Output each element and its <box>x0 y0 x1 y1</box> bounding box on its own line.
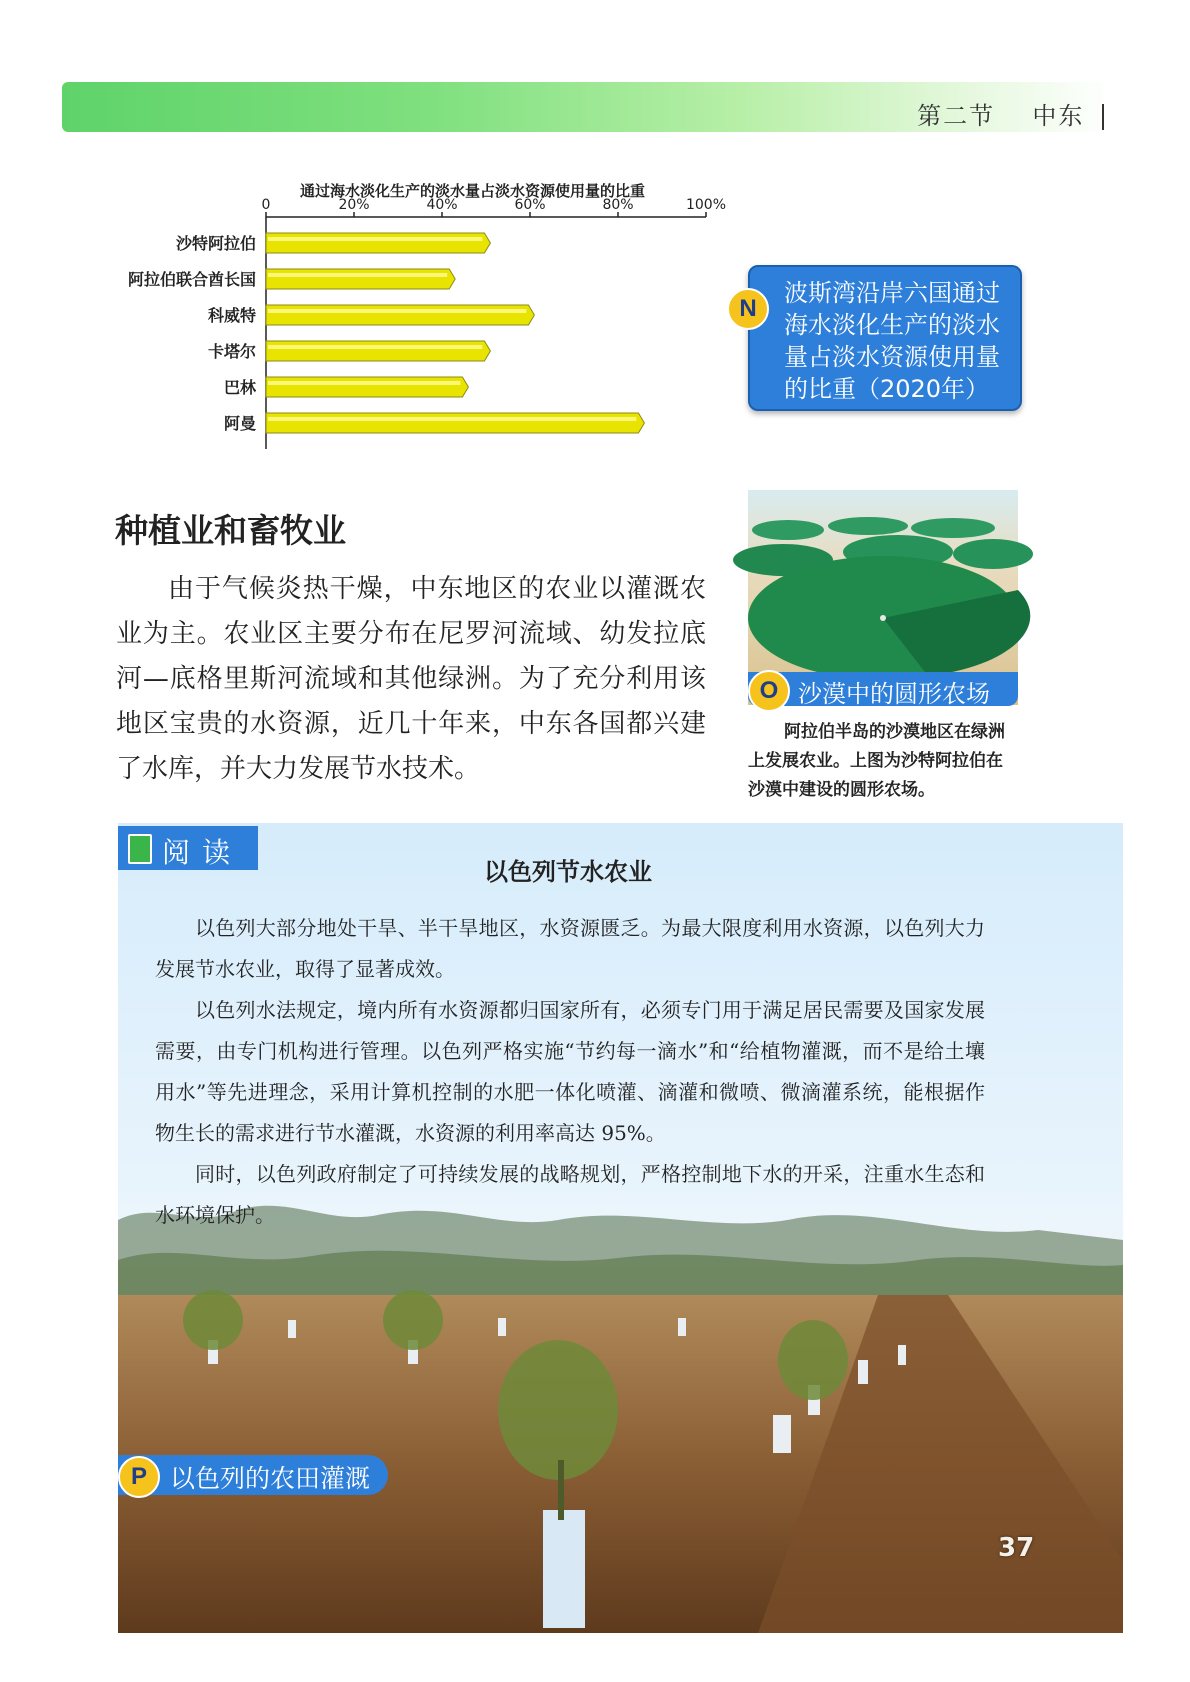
figure-o-badge: O <box>748 670 790 712</box>
figure-n-badge: N <box>727 288 769 330</box>
category-label: 科威特 <box>207 306 256 325</box>
bar-highlight <box>268 273 447 277</box>
section-body: 由于气候炎热干燥，中东地区的农业以灌溉农业为主。农业区主要分布在尼罗河流域、幼发拉底河—底格里斯河流域和其他绿洲。为了充分利用该地区宝贵的水资源，近几十年来，中东各国都兴建了水库，并大力发展节水技术。 <box>116 574 706 784</box>
page-number: 37 <box>998 1533 1035 1563</box>
desalination-bar-chart <box>100 195 727 450</box>
bar-highlight <box>268 309 526 313</box>
x-tick-label: 20% <box>338 197 370 213</box>
reading-paragraph: 同时，以色列政府制定了可持续发展的战略规划，严格控制地下水的开采，注重水生态和水环境保护。 <box>155 1162 985 1227</box>
bar-highlight <box>268 381 460 385</box>
figure-p-badge: P <box>118 1456 160 1498</box>
x-tick-label: 0 <box>261 197 271 213</box>
bar <box>266 269 455 289</box>
bar-highlight <box>268 345 482 349</box>
x-tick-label: 60% <box>514 197 546 213</box>
x-tick-label: 80% <box>602 197 634 213</box>
reading-tab-label: 阅读 <box>162 836 243 869</box>
bar <box>266 341 490 361</box>
reading-paragraph: 以色列大部分地处干旱、半干旱地区，水资源匮乏。为最大限度利用水资源，以色列大力发展节水农业，取得了显著成效。 <box>155 916 985 981</box>
category-label: 阿曼 <box>223 414 256 433</box>
category-label: 巴林 <box>223 378 256 397</box>
header-divider <box>1102 104 1104 130</box>
bar-highlight <box>268 237 482 241</box>
figure-o-description: 阿拉伯半岛的沙漠地区在绿洲上发展农业。上图为沙特阿拉伯在沙漠中建设的圆形农场。 <box>748 722 1005 800</box>
figure-n-caption-box <box>748 265 1022 411</box>
bar <box>266 305 534 325</box>
bar <box>266 233 490 253</box>
section-title: 种植业和畜牧业 <box>115 511 346 550</box>
category-label: 沙特阿拉伯 <box>175 234 256 253</box>
chart-title: 通过海水淡化生产的淡水量占淡水资源使用量的比重 <box>300 182 646 200</box>
x-tick-label: 100% <box>685 197 727 213</box>
running-header <box>917 96 1104 131</box>
irrigation-photo <box>118 1200 1123 1633</box>
bar <box>266 413 644 433</box>
bar <box>266 377 468 397</box>
x-tick-label: 40% <box>426 197 458 213</box>
header-topic: 中东 <box>1032 102 1085 130</box>
category-label: 卡塔尔 <box>207 342 256 361</box>
header-section: 第二节 <box>917 102 996 130</box>
figure-n-caption: 波斯湾沿岸六国通过海水淡化生产的淡水量占淡水资源使用量的比重（2020年） <box>784 279 1000 403</box>
reading-body <box>155 908 985 1236</box>
category-label: 阿拉伯联合酋长国 <box>127 270 256 289</box>
figure-o-caption: 沙漠中的圆形农场 <box>798 680 990 708</box>
reading-paragraph: 以色列水法规定，境内所有水资源都归国家所有，必须专门用于满足居民需要及国家发展需要，由专门机构进行管理。以色列严格实施“节约每一滴水”和“给植物灌溉，而不是给土壤用水”等先进理念，采用计算机控制的水肥一体化喷灌、滴灌和微喷、微滴灌系统，能根据作物生长的需求进行节水灌溉，水资源的利用率高达 95%。 <box>155 998 985 1145</box>
figure-p-caption: 以色列的农田灌溉 <box>170 1464 371 1493</box>
bar-highlight <box>268 417 636 421</box>
reading-title: 以色列节水农业 <box>484 858 652 886</box>
